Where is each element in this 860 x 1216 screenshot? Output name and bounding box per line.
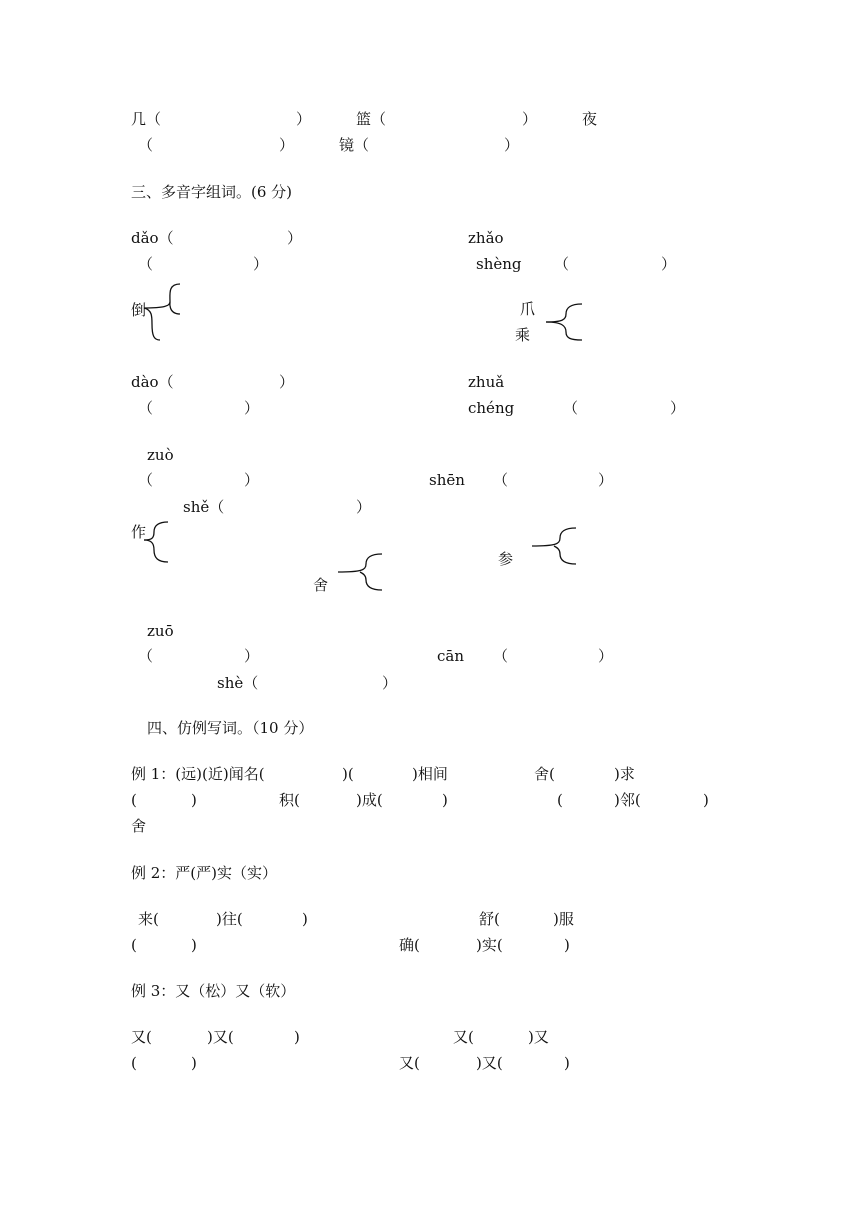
lan-prompt: 篮（: [356, 110, 387, 128]
cheng-char: 乘: [515, 326, 531, 344]
dao4-open2: （: [138, 399, 154, 417]
ex2-l2a: (: [131, 936, 137, 954]
ex3-l2e: ): [564, 1054, 570, 1072]
dao4-close2: ）: [244, 399, 260, 417]
ex2-title: 例 2：严(严)实（实）: [131, 864, 278, 882]
ex1-l1b: )(: [342, 765, 354, 783]
ye-close: ）: [279, 136, 295, 154]
ex3-l1a: 又(: [131, 1028, 152, 1046]
she3-close: ）: [356, 498, 372, 516]
ex2-l2d: )实(: [476, 936, 503, 954]
dao4-close: ）: [279, 373, 295, 391]
ex2-l2e: ): [564, 936, 570, 954]
ji-close: ）: [296, 110, 312, 128]
zhao3-pinyin: zhǎo: [468, 229, 504, 247]
brace-zuo: [140, 518, 175, 568]
dao-char: 倒: [131, 301, 147, 319]
shen-open: （: [493, 471, 509, 489]
ye-char: 夜: [582, 110, 598, 128]
ex3-l1e: )又: [528, 1028, 549, 1046]
zhua-char: 爪: [520, 300, 536, 318]
ex3-l1d: 又(: [453, 1028, 474, 1046]
ex1-line3: 舍: [131, 817, 147, 835]
ex1-line2h: ): [703, 791, 709, 809]
ex1-line2e: ): [442, 791, 448, 809]
ex2-l1b: )往(: [216, 910, 243, 928]
zhua3-pinyin: zhuǎ: [468, 373, 505, 391]
ex2-l2b: ): [191, 936, 197, 954]
ex3-l1b: )又(: [207, 1028, 234, 1046]
can-close: ）: [598, 647, 614, 665]
she4-close: ）: [382, 674, 398, 692]
jing-close: ）: [504, 136, 520, 154]
sheng4-pinyin: shèng: [476, 255, 522, 273]
jing-prompt: 镜（: [339, 136, 370, 154]
brace-she: [336, 552, 386, 594]
can-open: （: [493, 647, 509, 665]
ex3-l2b: ): [191, 1054, 197, 1072]
ex1-line2c: 积(: [279, 791, 300, 809]
zuo4-pinyin: zuò: [147, 446, 174, 464]
ex2-l1a: 来(: [138, 910, 159, 928]
ex1-l1e: )求: [614, 765, 635, 783]
cheng2-pinyin: chéng: [468, 399, 515, 417]
dao3-open2: （: [138, 255, 154, 273]
shen1-pinyin: shēn: [429, 471, 465, 489]
can-char: 参: [498, 550, 514, 568]
section4-title: 四、仿例写词。（10 分）: [147, 719, 314, 737]
ex1-line2g: )邻(: [614, 791, 641, 809]
zuo-char: 作: [131, 523, 147, 541]
ex2-l2c: 确(: [399, 936, 420, 954]
she4-pinyin: shè（: [217, 674, 259, 692]
ex3-l2a: (: [131, 1054, 137, 1072]
zuo1-pinyin: zuō: [147, 622, 174, 640]
ex3-l2d: )又(: [476, 1054, 503, 1072]
section3-title: 三、多音字组词。(6 分): [131, 183, 293, 201]
dao4-pinyin: dào（: [131, 373, 174, 391]
brace-can: [530, 526, 580, 568]
cheng-close: ）: [670, 399, 686, 417]
ji-prompt: 几（: [131, 110, 162, 128]
ex2-l1e: )服: [553, 910, 574, 928]
ex1-line1: 例 1：(远)(近)闻名(: [131, 765, 265, 783]
ex1-l1c: )相间: [412, 765, 448, 783]
she-char: 舍: [313, 576, 329, 594]
shen-close: ）: [598, 471, 614, 489]
sheng-open: （: [554, 255, 570, 273]
ex3-l1c: ): [294, 1028, 300, 1046]
sheng-close: ）: [661, 255, 677, 273]
ex1-line2d: )成(: [356, 791, 383, 809]
ex1-l1d: 舍(: [534, 765, 555, 783]
ex2-l1c: ): [302, 910, 308, 928]
dao3-pinyin: dǎo（: [131, 229, 174, 247]
zuo1-open: （: [138, 647, 154, 665]
dao3-close: ）: [287, 229, 303, 247]
ex3-l2c: 又(: [399, 1054, 420, 1072]
ex1-line2f: (: [557, 791, 563, 809]
she3-pinyin: shě（: [183, 498, 225, 516]
lan-close: ）: [522, 110, 538, 128]
ex2-l1d: 舒(: [479, 910, 500, 928]
ex1-line2b: ): [191, 791, 197, 809]
ex1-line2a: (: [131, 791, 137, 809]
zuo1-close: ）: [244, 647, 260, 665]
zuo4-close: ）: [244, 471, 260, 489]
cheng-open: （: [563, 399, 579, 417]
dao3-close2: ）: [253, 255, 269, 273]
brace-zhua: [540, 302, 585, 344]
ye-open: （: [138, 136, 154, 154]
ex3-title: 例 3：又（松）又（软）: [131, 982, 296, 1000]
zuo4-open: （: [138, 471, 154, 489]
can1-pinyin: cān: [437, 647, 465, 665]
brace-dao: [140, 280, 185, 345]
